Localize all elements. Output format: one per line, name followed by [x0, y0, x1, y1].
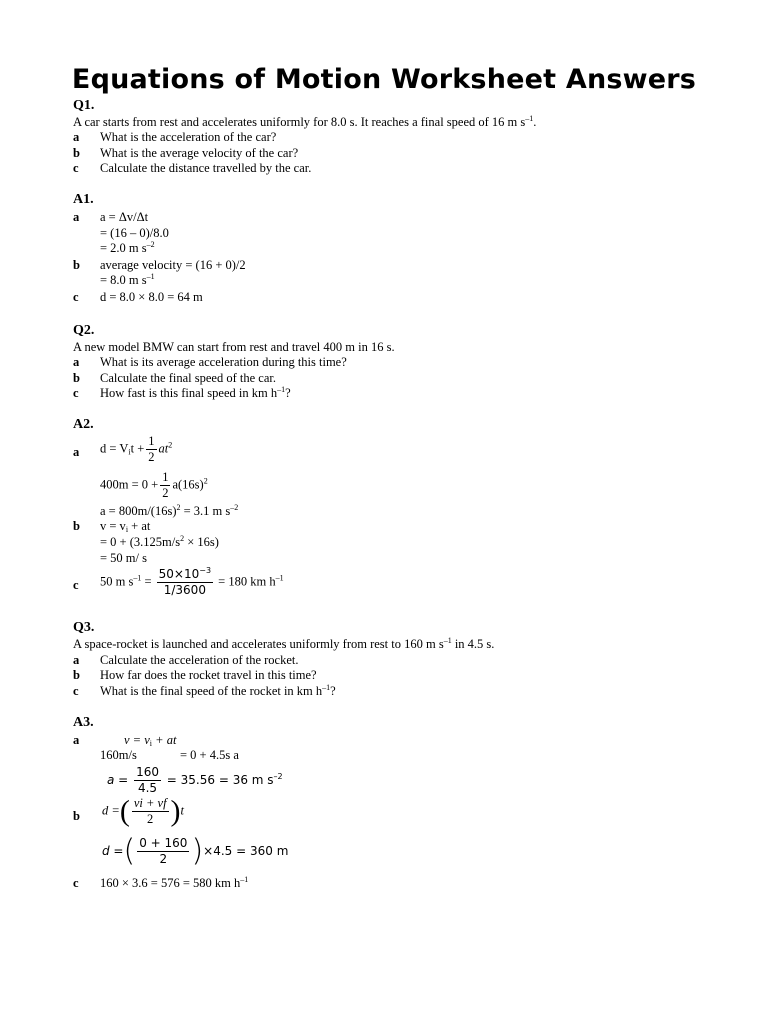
a2-b-line1: $v = v_i$ + at: [100, 519, 151, 534]
a3-c-line1: 160 × 3.6 = 576 = 580 km $h^{-1}$: [100, 875, 249, 890]
q2-item-a-letter: a: [73, 355, 80, 369]
q1-item-a-text: What is the acceleration of the car?: [100, 130, 277, 144]
a3-a-line1: $v = v_i$ + at: [124, 733, 177, 748]
a2-eq1-fraction: $\frac{1}{2}$: [148, 434, 155, 464]
a3-a-fraction: $\frac{160}{4.5}$: [136, 765, 159, 795]
a3-b-letter: b: [73, 809, 80, 823]
a1-c-letter: c: [73, 290, 79, 304]
a2-a-letter: a: [73, 445, 80, 459]
a2-a-eq2: 400m = 0 + $\frac{1}{2}$ $a(16s)^2$: [100, 470, 208, 500]
q1-text: A car starts from rest and accelerates uniformly for 8.0 s. It reaches a final speed of 16 m $s^{-1}$.: [73, 114, 537, 129]
q1-item-c-letter: c: [73, 161, 79, 175]
q1-item-c-text: Calculate the distance travelled by the car.: [100, 161, 312, 175]
a3-a-line2-right: = 0 + 4.5s a: [180, 748, 239, 762]
page-title: Equations of Motion Worksheet Answers: [71, 64, 697, 95]
a1-b-letter: b: [73, 258, 80, 272]
a3-b-eq2-fraction: $\frac{0 + 160}{2}$: [139, 836, 188, 866]
q3-heading: Q3.: [73, 620, 95, 635]
a3-a-line2-left: 160m/s: [100, 748, 137, 762]
q2-item-a-text: What is its average acceleration during this time?: [100, 355, 347, 369]
a1-b-line2: = 8.0 m $s^{-1}$: [100, 272, 155, 287]
q2-item-b-text: Calculate the final speed of the car.: [100, 371, 276, 385]
q3-item-a-letter: a: [73, 653, 80, 667]
q3-item-c-letter: c: [73, 684, 79, 698]
q3-item-b-text: How far does the rocket travel in this time?: [100, 668, 317, 682]
q3-item-a-text: Calculate the acceleration of the rocket.: [100, 653, 299, 667]
a1-a-letter: a: [73, 210, 80, 224]
a3-b-eq1: d =( $\frac{vi + vf}{2}$ )t: [102, 794, 185, 828]
a3-b-eq1-fraction: $\frac{vi + vf}{2}$: [133, 796, 167, 826]
q1-item-b-text: What is the average velocity of the car?: [100, 146, 299, 160]
q2-heading: Q2.: [73, 323, 95, 338]
a3-a-line3: a = $\frac{160}{4.5}$ = 35.56 = 36 m $s^{-2}$: [107, 765, 283, 795]
q2-item-b-letter: b: [73, 371, 80, 385]
a2-b-letter: b: [73, 519, 80, 533]
a3-c-letter: c: [73, 876, 79, 890]
q2-item-c-letter: c: [73, 386, 79, 400]
a3-a-letter: a: [73, 733, 80, 747]
a2-a-eq1: $d = V_it$ + $\frac{1}{2}$ $at^2$: [100, 434, 173, 464]
q3-item-b-letter: b: [73, 668, 80, 682]
q1-item-a-letter: a: [73, 130, 80, 144]
q3-item-c-text: What is the final speed of the rocket in km $h^{-1}$?: [100, 683, 336, 698]
a1-heading: A1.: [73, 192, 94, 207]
a1-a-line3: = 2.0 m $s^{-2}$: [100, 240, 155, 255]
q3-text: A space-rocket is launched and accelerates uniformly from rest to 160 m $s^{-1}$ in 4.5 s.: [73, 636, 495, 651]
a2-heading: A2.: [73, 417, 94, 432]
a2-b-line2: = $0 + (3.125m/s^2 \times 16s)$: [100, 534, 219, 549]
q2-text: A new model BMW can start from rest and travel 400 m in 16 s.: [73, 340, 395, 354]
a2-c-letter: c: [73, 578, 79, 592]
a3-b-eq2: d =( $\frac{0 + 160}{2}$ )×4.5 = 360 m: [102, 833, 289, 869]
a2-a-eq3: $a = 800m/(16s)^2 = 3.1$ m $s^{-2}$: [100, 503, 239, 518]
a2-b-line3: = 50 m/ s: [100, 551, 147, 565]
a3-heading: A3.: [73, 715, 94, 730]
a2-c-eq: 50 m $s^{-1}$ = $\frac{50\times 10^{-3}}{1/3600}$ = 180 km $h^{-1}$: [100, 566, 284, 597]
a1-b-line1: average velocity = (16 + 0)/2: [100, 258, 246, 272]
a2-eq2-fraction: $\frac{1}{2}$: [162, 470, 169, 500]
a1-a-line1: a = Δv/Δt: [100, 210, 149, 224]
q1-item-b-letter: b: [73, 146, 80, 160]
q2-item-c-text: How fast is this final speed in km $h^{-1}$?: [100, 385, 291, 400]
q1-heading: Q1.: [73, 98, 95, 113]
a1-c-line1: d = 8.0 × 8.0 = 64 m: [100, 290, 203, 304]
a1-a-line2: = (16 – 0)/8.0: [100, 226, 169, 240]
a2-c-fraction: $\frac{50\times 10^{-3}}{1/3600}$: [158, 566, 212, 597]
